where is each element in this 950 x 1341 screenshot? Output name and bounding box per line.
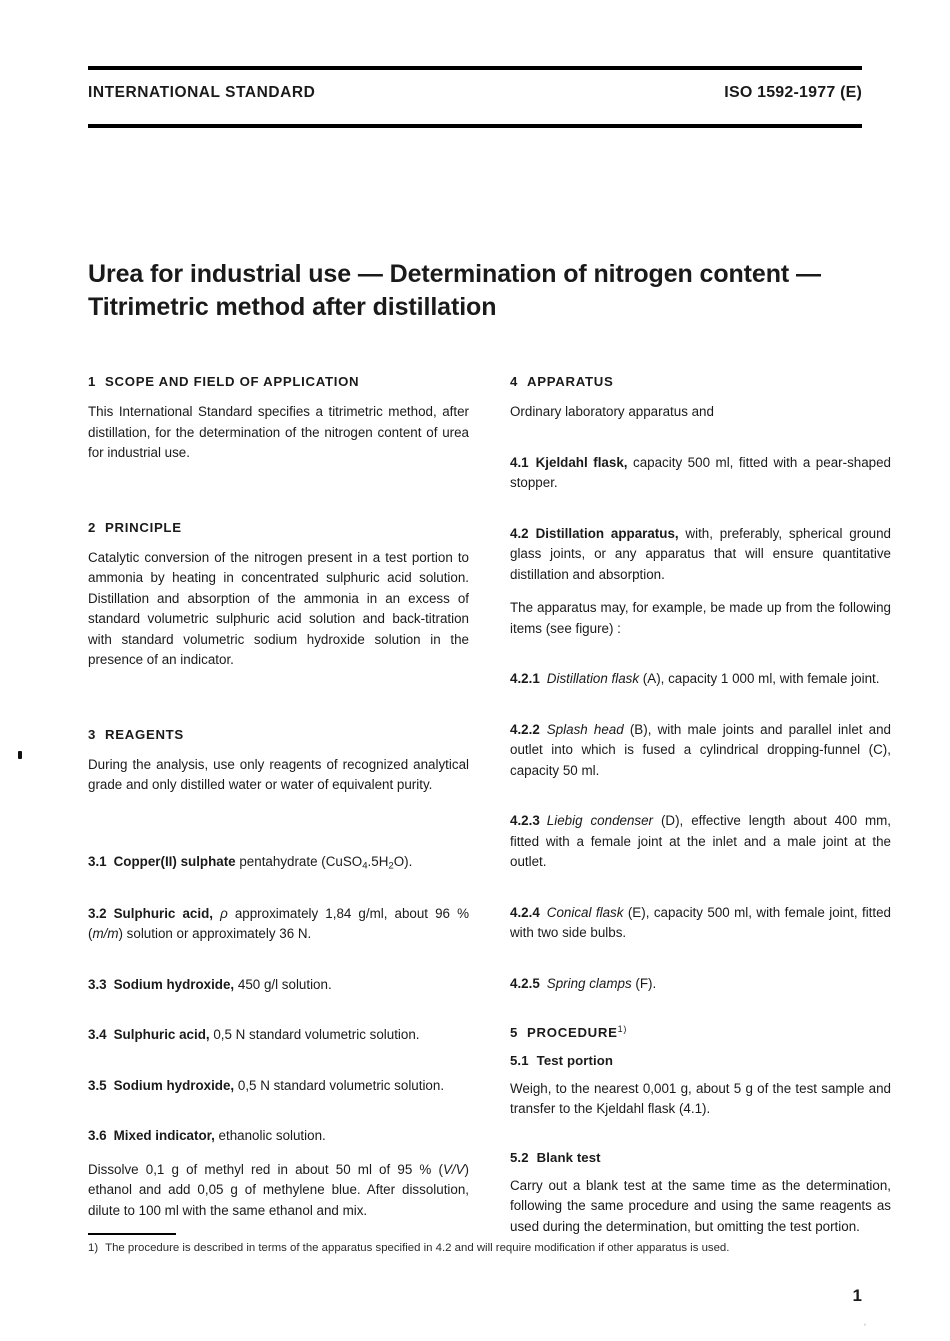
apparatus-item-4-2-1 <box>510 669 891 690</box>
item-text: approximately 1,84 g/ml, about 96 % ( <box>88 905 469 942</box>
subsection-title: Test portion <box>536 1052 614 1068</box>
item-text: with, preferably, spherical ground glass joints, or any apparatus that will ensure quantitative distillation and absorption. <box>510 525 891 582</box>
section-title: SCOPE AND FIELD OF APPLICATION <box>105 374 360 389</box>
document-kind-label: INTERNATIONAL STANDARD <box>88 84 316 101</box>
item-term: Distillation flask <box>546 671 640 686</box>
section-number: 3 <box>88 726 97 742</box>
document-number-label: ISO 1592-1977 (E) <box>724 84 862 101</box>
note-text: ) ethanol and add 0,05 g of methylene blue. After dissolution, dilute to 100 ml with the same ethanol and mix. <box>88 1161 469 1218</box>
reagent-item-3-3 <box>88 975 469 996</box>
item-number: 3.4 <box>88 1027 107 1043</box>
item-term: Conical flask <box>546 904 624 920</box>
item-term: Liebig condenser <box>546 813 654 828</box>
left-text-column <box>88 374 469 1239</box>
note-text: Dissolve 0,1 g of methyl red in about 50 ml of 95 % ( <box>88 1161 443 1177</box>
item-number: 3.6 <box>88 1128 107 1144</box>
margin-revision-tick-icon <box>18 751 22 759</box>
reagent-item-3-5 <box>88 1076 469 1097</box>
test-portion-body: Weigh, to the nearest 0,001 g, about 5 g of the test sample and transfer to the Kjeldahl flask (4.1). <box>510 1080 891 1117</box>
footnote <box>88 1240 878 1257</box>
formula-subscript: 4 <box>362 860 368 872</box>
section-heading-scope <box>88 374 469 389</box>
item-number: 4.2.4 <box>510 904 540 920</box>
item-number: 3.1 <box>88 853 107 869</box>
page-header <box>88 84 862 102</box>
item-number: 3.3 <box>88 976 107 992</box>
item-term: Sodium hydroxide, <box>113 976 235 992</box>
item-number: 3.5 <box>88 1077 107 1093</box>
section-title: REAGENTS <box>105 726 184 742</box>
scan-corner-mark-icon: ‘ <box>864 1322 866 1332</box>
subsection-heading-test-portion <box>510 1053 891 1068</box>
item-term: Sulphuric acid, <box>113 905 213 921</box>
item-number: 4.2 <box>510 525 529 541</box>
reagent-item-3-6 <box>88 1126 469 1147</box>
item-number: 4.1 <box>510 454 529 470</box>
apparatus-item-4-2-4 <box>510 903 891 944</box>
page-number: 1 <box>852 1286 862 1305</box>
item-number: 4.2.5 <box>510 975 540 991</box>
subsection-heading-blank-test <box>510 1150 891 1165</box>
rho-symbol: ρ <box>220 905 228 921</box>
item-term: Spring clamps <box>546 975 632 991</box>
item-number: 4.2.1 <box>510 671 540 686</box>
item-text: (B), with male joints and parallel inlet and outlet into which is fused a cylindrical dropping-funnel (C), capacity 50 ml. <box>510 721 891 778</box>
item-term: Kjeldahl flask, <box>535 454 628 470</box>
note-text-italic: V/V <box>442 1161 465 1177</box>
item-text: 0,5 N standard volumetric solution. <box>234 1077 445 1093</box>
right-text-column <box>510 374 891 1255</box>
apparatus-item-4-2 <box>510 524 891 586</box>
item-text: (A), capacity 1 000 ml, with female joint. <box>639 671 880 686</box>
item-number: 4.2.3 <box>510 813 540 828</box>
reagent-item-3-4 <box>88 1025 469 1046</box>
section-title: PRINCIPLE <box>105 519 182 535</box>
item-text: ethanolic solution. <box>214 1128 326 1144</box>
apparatus-item-4-1 <box>510 453 891 494</box>
item-text: 450 g/l solution. <box>234 976 332 992</box>
section-title: PROCEDURE <box>527 1024 618 1040</box>
mixed-indicator-preparation-note <box>88 1160 469 1222</box>
footnote-separator-rule <box>88 1233 176 1235</box>
footnote-marker: 1) <box>88 1242 99 1254</box>
section-number: 2 <box>88 519 97 535</box>
item-term: Splash head <box>546 721 624 737</box>
section-number: 5 <box>510 1024 519 1040</box>
section-heading-apparatus <box>510 374 891 389</box>
item-text: pentahydrate (CuSO <box>235 853 363 869</box>
reagent-item-3-1 <box>88 852 469 874</box>
footnote-text: The procedure is described in terms of the apparatus specified in 4.2 and will require modification if other apparatus is used. <box>105 1242 730 1254</box>
formula-subscript: 2 <box>388 860 394 872</box>
apparatus-item-4-2-5 <box>510 974 891 995</box>
apparatus-item-4-2-3 <box>510 811 891 873</box>
item-term: Distillation apparatus, <box>535 525 679 541</box>
section-number: 4 <box>510 374 519 389</box>
item-text: capacity 500 ml, fitted with a pear-shaped stopper. <box>510 454 891 490</box>
item-text-italic: m/m <box>92 926 119 942</box>
section-heading-principle <box>88 520 469 535</box>
item-text: O). <box>393 853 413 869</box>
section-heading-reagents <box>88 727 469 742</box>
section-reagents-body: During the analysis, use only reagents of recognized analytical grade and only distilled water or water of equivalent purity. <box>88 756 469 792</box>
blank-test-body: Carry out a blank test at the same time as the determination, following the same procedure and using the same reagents as used during the determination, but omitting the test portion. <box>510 1177 891 1234</box>
header-rule-bottom <box>88 124 862 128</box>
item-text: 0,5 N standard volumetric solution. <box>209 1027 420 1043</box>
apparatus-made-up-note: The apparatus may, for example, be made up from the following items (see figure) : <box>510 600 891 636</box>
item-text: ) solution or approximately 36 N. <box>118 926 312 942</box>
apparatus-item-4-2-2 <box>510 720 891 782</box>
item-term: Mixed indicator, <box>113 1128 215 1144</box>
subsection-number: 5.2 <box>510 1149 529 1165</box>
item-number: 4.2.2 <box>510 721 540 737</box>
reagent-item-3-2 <box>88 904 469 945</box>
subsection-title: Blank test <box>536 1149 601 1165</box>
item-text: .5H <box>367 853 389 869</box>
footnote-reference[interactable]: 1) <box>617 1024 627 1034</box>
section-principle-body: Catalytic conversion of the nitrogen present in a test portion to ammonia by heating in concentrated sulphuric acid solution. Distillation and absorption of the ammonia in an excess of standard volumetric sulphuric acid solution and back-titration with standard volumetric sodium hydroxide solution in the presence of an indicator. <box>88 549 469 667</box>
item-text: (E), capacity 500 ml, with female joint, fitted with two side bulbs. <box>510 904 892 940</box>
item-text: (D), effective length about 400 mm, fitted with a female joint at the inlet and a male joint at the outlet. <box>510 813 891 869</box>
section-scope-body: This International Standard specifies a titrimetric method, after distillation, for the determination of the nitrogen content of urea for industrial use. <box>88 404 469 460</box>
item-number: 3.2 <box>88 905 107 921</box>
section-heading-procedure <box>510 1024 891 1040</box>
item-term: Copper(II) sulphate <box>113 853 236 869</box>
item-term: Sodium hydroxide, <box>113 1077 235 1093</box>
subsection-number: 5.1 <box>510 1052 529 1068</box>
page-title: Urea for industrial use — Determination of nitrogen content — Titrimetric method after distillation <box>88 259 821 322</box>
item-text: (F). <box>631 975 657 991</box>
header-rule-top <box>88 66 862 70</box>
section-number: 1 <box>88 374 97 389</box>
item-term: Sulphuric acid, <box>113 1027 210 1043</box>
apparatus-intro: Ordinary laboratory apparatus and <box>510 404 714 419</box>
section-title: APPARATUS <box>527 374 614 389</box>
